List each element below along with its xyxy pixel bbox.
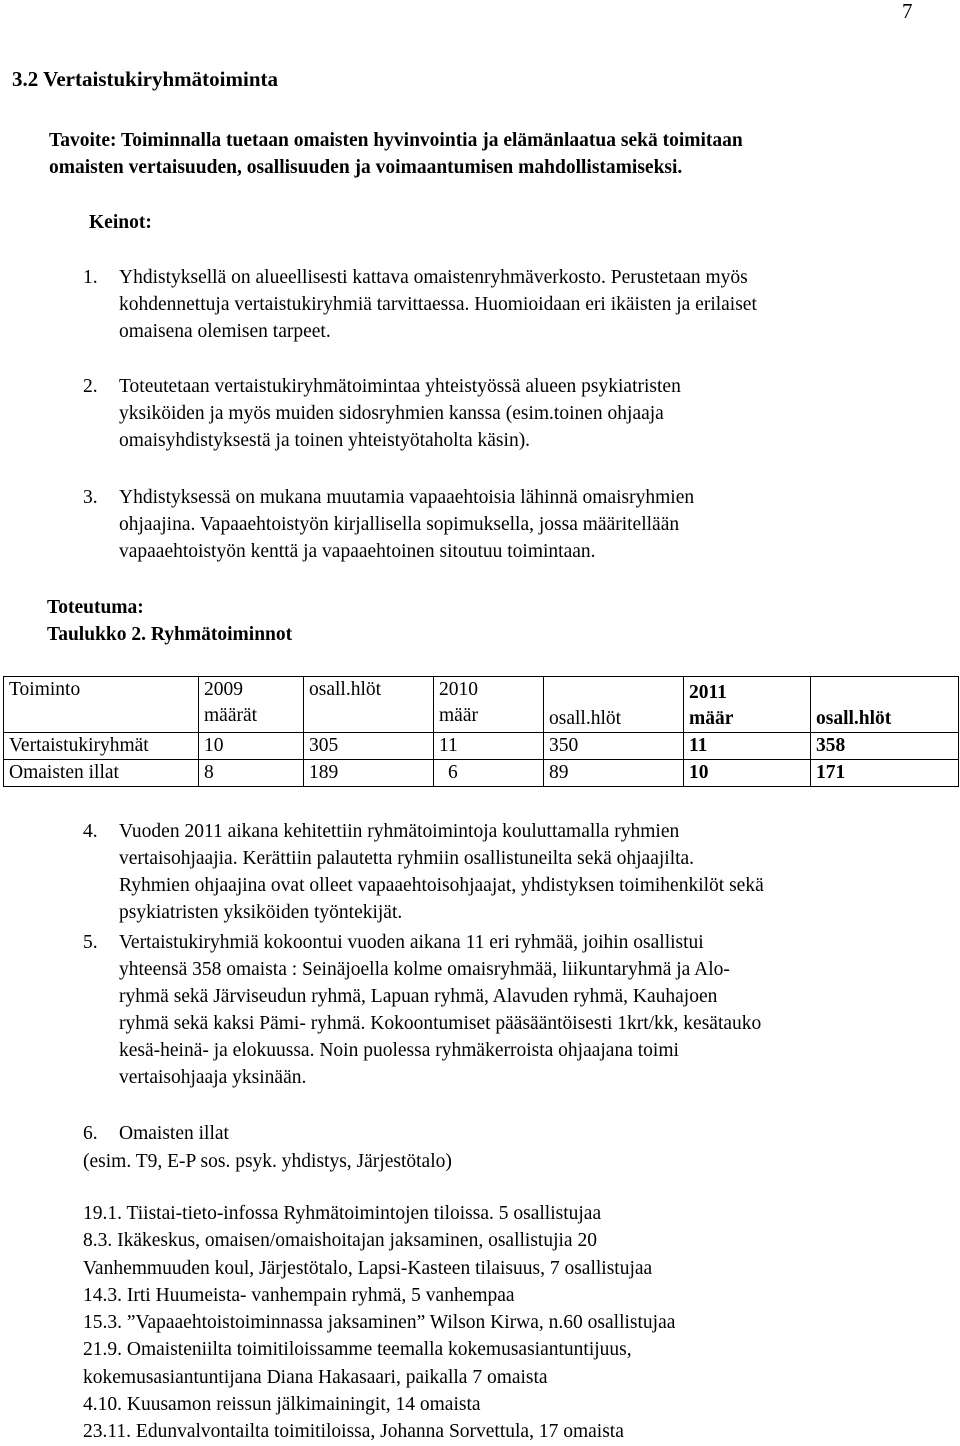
goal-statement — [49, 127, 743, 181]
table-row — [4, 733, 959, 760]
header-cell: 2010 määr — [434, 677, 544, 733]
table-cell: 171 — [811, 760, 959, 787]
event-item: 4.10. Kuusamon reissun jälkimainingit, 14 omaista — [83, 1394, 481, 1416]
header-cell: 2009 määrät — [199, 677, 304, 733]
list-item: Yhdistyksellä on alueellisesti kattava omaistenryhmäverkosto. Perustetaan myös kohdennettuja vertaistukiryhmiä tarvittaessa. Huomioidaan eri ikäisten ja erilaiset omaisena olemisen tarpeet. — [119, 267, 757, 342]
table-cell: 10 — [199, 733, 304, 760]
header-cell: osall.hlöt — [811, 677, 959, 733]
list-item: Yhdistyksessä on mukana muutamia vapaaehtoisia lähinnä omaisryhmien ohjaajina. Vapaaehtoistyön kirjallisella sopimuksella, jossa määritellään vapaaehtoistyön kenttä ja vapaaehtoinen sitoutuu toimintaan. — [119, 487, 695, 562]
item-number: 3. — [83, 487, 98, 508]
item-number: 1. — [83, 267, 98, 288]
table-row — [4, 760, 959, 787]
toteutuma-label: Toteutuma: — [47, 597, 144, 618]
table-cell: 10 — [684, 760, 811, 787]
table-cell: 358 — [811, 733, 959, 760]
keinot-label: Keinot: — [89, 212, 152, 233]
list-item: Toteutetaan vertaistukiryhmätoimintaa yhteistyössä alueen psykiatristen yksiköiden ja myös muiden sidosryhmien kanssa (esim.toinen ohjaaja omaisyhdistyksestä ja toinen yhteistyötaholta käsin). — [119, 376, 681, 451]
table-cell: 350 — [544, 733, 684, 760]
event-item: Vanhemmuuden koul, Järjestötalo, Lapsi-Kasteen tilaisuus, 7 osallistujaa — [83, 1257, 653, 1279]
list-item: Omaisten illat — [119, 1123, 229, 1144]
section-heading: 3.2 Vertaistukiryhmätoiminta — [12, 67, 279, 91]
event-item: 8.3. Ikäkeskus, omaisen/omaishoitajan jaksaminen, osallistujia 20 — [83, 1230, 597, 1252]
item-number: 4. — [83, 821, 98, 842]
event-item: 14.3. Irti Huumeista- vanhempain ryhmä, 5 vanhempaa — [83, 1284, 515, 1306]
table-cell: 8 — [199, 760, 304, 787]
table-caption: Taulukko 2. Ryhmätoiminnot — [47, 624, 293, 645]
table-cell: Omaisten illat — [4, 760, 199, 787]
event-item: kokemusasiantuntijana Diana Hakasaari, paikalla 7 omaista — [83, 1366, 548, 1388]
list-item: Vertaistukiryhmiä kokoontui vuoden aikana 11 eri ryhmää, joihin osallistui yhteensä 358 omaista : Seinäjoella kolme omaisryhmää, liikuntaryhmä ja Alo- ryhmä sekä Järviseudun ryhmä, Lapuan ryhmä, Alavuden ryhmä, Kauhajoen ryhmä sekä kaksi Pämi- ryhmä. Kokoontumiset pääsääntöisesti 1krt/kk, kesätauko kesä-heinä- ja elokuussa. Noin puolessa ryhmäkerroista ohjaajana toimi vertaisohjaaja yksinään. — [119, 932, 762, 1088]
event-item: 19.1. Tiistai-tieto-infossa Ryhmätoimintojen tiloissa. 5 osallistujaa — [83, 1203, 602, 1224]
event-item: 15.3. ”Vapaaehtoistoiminnassa jaksaminen” Wilson Kirwa, n.60 osallistujaa — [83, 1312, 676, 1334]
header-cell: Toiminto — [4, 677, 199, 733]
omaisten-illat-note: (esim. T9, E-P sos. psyk. yhdistys, Järjestötalo) — [83, 1151, 452, 1172]
goal-line: omaisten vertaisuuden, osallisuuden ja voimaantumisen mahdollistamiseksi. — [49, 157, 683, 178]
header-cell: osall.hlöt — [544, 677, 684, 733]
events-list — [83, 1200, 675, 1446]
activities-table — [3, 676, 959, 787]
table-cell: 89 — [544, 760, 684, 787]
table-header-row — [4, 677, 959, 733]
table-cell: Vertaistukiryhmät — [4, 733, 199, 760]
table-cell: 11 — [684, 733, 811, 760]
list-item: Vuoden 2011 aikana kehitettiin ryhmätoimintoja kouluttamalla ryhmien vertaisohjaajia. Kerättiin palautetta ryhmiin osallistuneilta sekä ohjaajilta. Ryhmien ohjaajina ovat olleet vapaaehtoisohjaajat, yhdistyksen toimihenkilöt sekä psykiatristen yksiköiden työntekijät. — [119, 821, 764, 923]
event-item: 21.9. Omaisteniilta toimitiloissamme teemalla kokemusasiantuntijuus, — [83, 1339, 632, 1361]
page-number: 7 — [902, 0, 913, 23]
table-cell: 189 — [304, 760, 434, 787]
goal-line: Tavoite: Toiminnalla tuetaan omaisten hyvinvointia ja elämänlaatua sekä toimitaan — [49, 130, 743, 151]
header-cell: 2011 määr — [684, 677, 811, 733]
table-cell: 11 — [434, 733, 544, 760]
table-cell: 305 — [304, 733, 434, 760]
item-number: 5. — [83, 932, 98, 953]
item-number: 2. — [83, 376, 98, 397]
event-item: 23.11. Edunvalvontailta toimitiloissa, Johanna Sorvettula, 17 omaista — [83, 1421, 624, 1443]
item-number: 6. — [83, 1123, 98, 1144]
header-cell: osall.hlöt — [304, 677, 434, 733]
table-cell: 6 — [434, 760, 544, 787]
